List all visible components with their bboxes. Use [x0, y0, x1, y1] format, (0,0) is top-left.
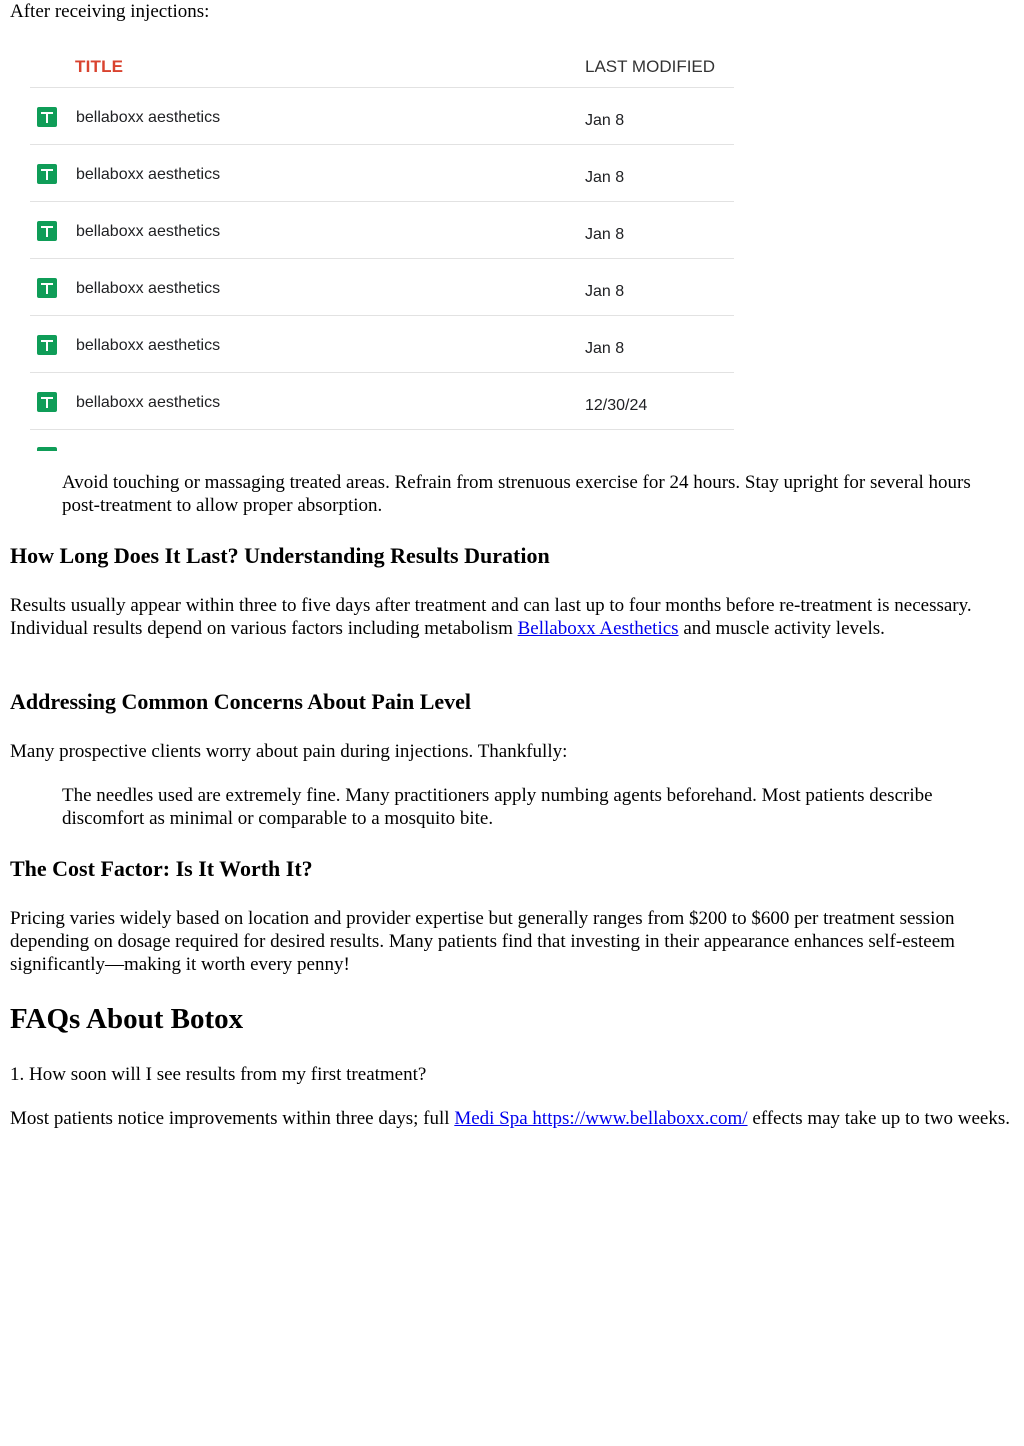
file-row[interactable]: [30, 145, 734, 202]
file-row[interactable]: [30, 88, 734, 145]
faqs-heading: FAQs About Botox: [10, 1003, 244, 1035]
file-name[interactable]: bellaboxx aesthetics: [76, 337, 221, 354]
google-sheets-icon: [37, 221, 57, 241]
duration-paragraph: [10, 594, 1010, 640]
faq-answer-before: Most patients notice improvements within three days; full: [10, 1108, 455, 1129]
file-row[interactable]: [30, 202, 734, 259]
file-modified-date: Jan 8: [585, 283, 625, 300]
google-sheets-icon: [37, 164, 57, 184]
file-name[interactable]: bellaboxx aesthetics: [76, 394, 221, 411]
file-modified-date: Jan 8: [585, 169, 625, 186]
column-header-title[interactable]: TITLE: [75, 57, 124, 76]
file-row[interactable]: [30, 373, 734, 430]
file-name[interactable]: bellaboxx aesthetics: [76, 109, 221, 126]
bellaboxx-aesthetics-link[interactable]: Bellaboxx Aesthetics: [517, 618, 679, 639]
google-sheets-icon: [37, 447, 57, 451]
file-row[interactable]: [30, 316, 734, 373]
file-name[interactable]: bellaboxx aesthetics: [76, 280, 221, 297]
faq-answer: [10, 1107, 1010, 1130]
file-list-embed: [30, 48, 734, 451]
google-sheets-icon: [37, 107, 57, 127]
file-list-header: [30, 48, 734, 88]
duration-heading: How Long Does It Last? Understanding Results Duration: [10, 543, 550, 568]
google-sheets-icon: [37, 278, 57, 298]
aftercare-text: Avoid touching or massaging treated areas. Refrain from strenuous exercise for 24 hours. Stay upright for several hours post-treatment to allow proper absorption.: [62, 472, 971, 516]
file-name[interactable]: bellaboxx aesthetics: [76, 223, 221, 240]
pain-detail: The needles used are extremely fine. Many practitioners apply numbing agents beforehand. Most patients describe discomfort as minimal or comparable to a mosquito bite.: [62, 785, 933, 829]
pain-heading: Addressing Common Concerns About Pain Level: [10, 689, 472, 714]
column-header-last-modified[interactable]: LAST MODIFIED: [585, 57, 716, 76]
file-modified-date: Jan 8: [585, 112, 625, 129]
cost-paragraph: Pricing varies widely based on location and provider expertise but generally ranges from $200 to $600 per treatment session depending on dosage required for desired results. Many patients find that investing in their appearance enhances self-esteem significantly—making it worth every penny!: [10, 908, 955, 975]
file-modified-date: Jan 8: [585, 340, 625, 357]
duration-text-before: Results usually appear within three to five days after treatment and can last up to four months before re-treatment is necessary. Individual results depend on various factors including metabolism: [10, 595, 972, 639]
file-name[interactable]: bellaboxx aesthetics: [76, 166, 221, 183]
file-modified-date: Jan 8: [585, 226, 625, 243]
faq-answer-after: effects may take up to two weeks.: [747, 1108, 1010, 1129]
google-sheets-icon: [37, 392, 57, 412]
duration-text-after: and muscle activity levels.: [678, 618, 885, 639]
intro-text: After receiving injections:: [10, 1, 210, 22]
file-row[interactable]: [30, 259, 734, 316]
google-sheets-icon: [37, 335, 57, 355]
faq-question: 1. How soon will I see results from my first treatment?: [10, 1064, 427, 1085]
cost-heading: The Cost Factor: Is It Worth It?: [10, 856, 313, 881]
medi-spa-link[interactable]: Medi Spa https://www.bellaboxx.com/: [454, 1108, 748, 1129]
pain-intro: Many prospective clients worry about pain during injections. Thankfully:: [10, 741, 568, 762]
file-modified-date: 12/30/24: [585, 397, 648, 414]
